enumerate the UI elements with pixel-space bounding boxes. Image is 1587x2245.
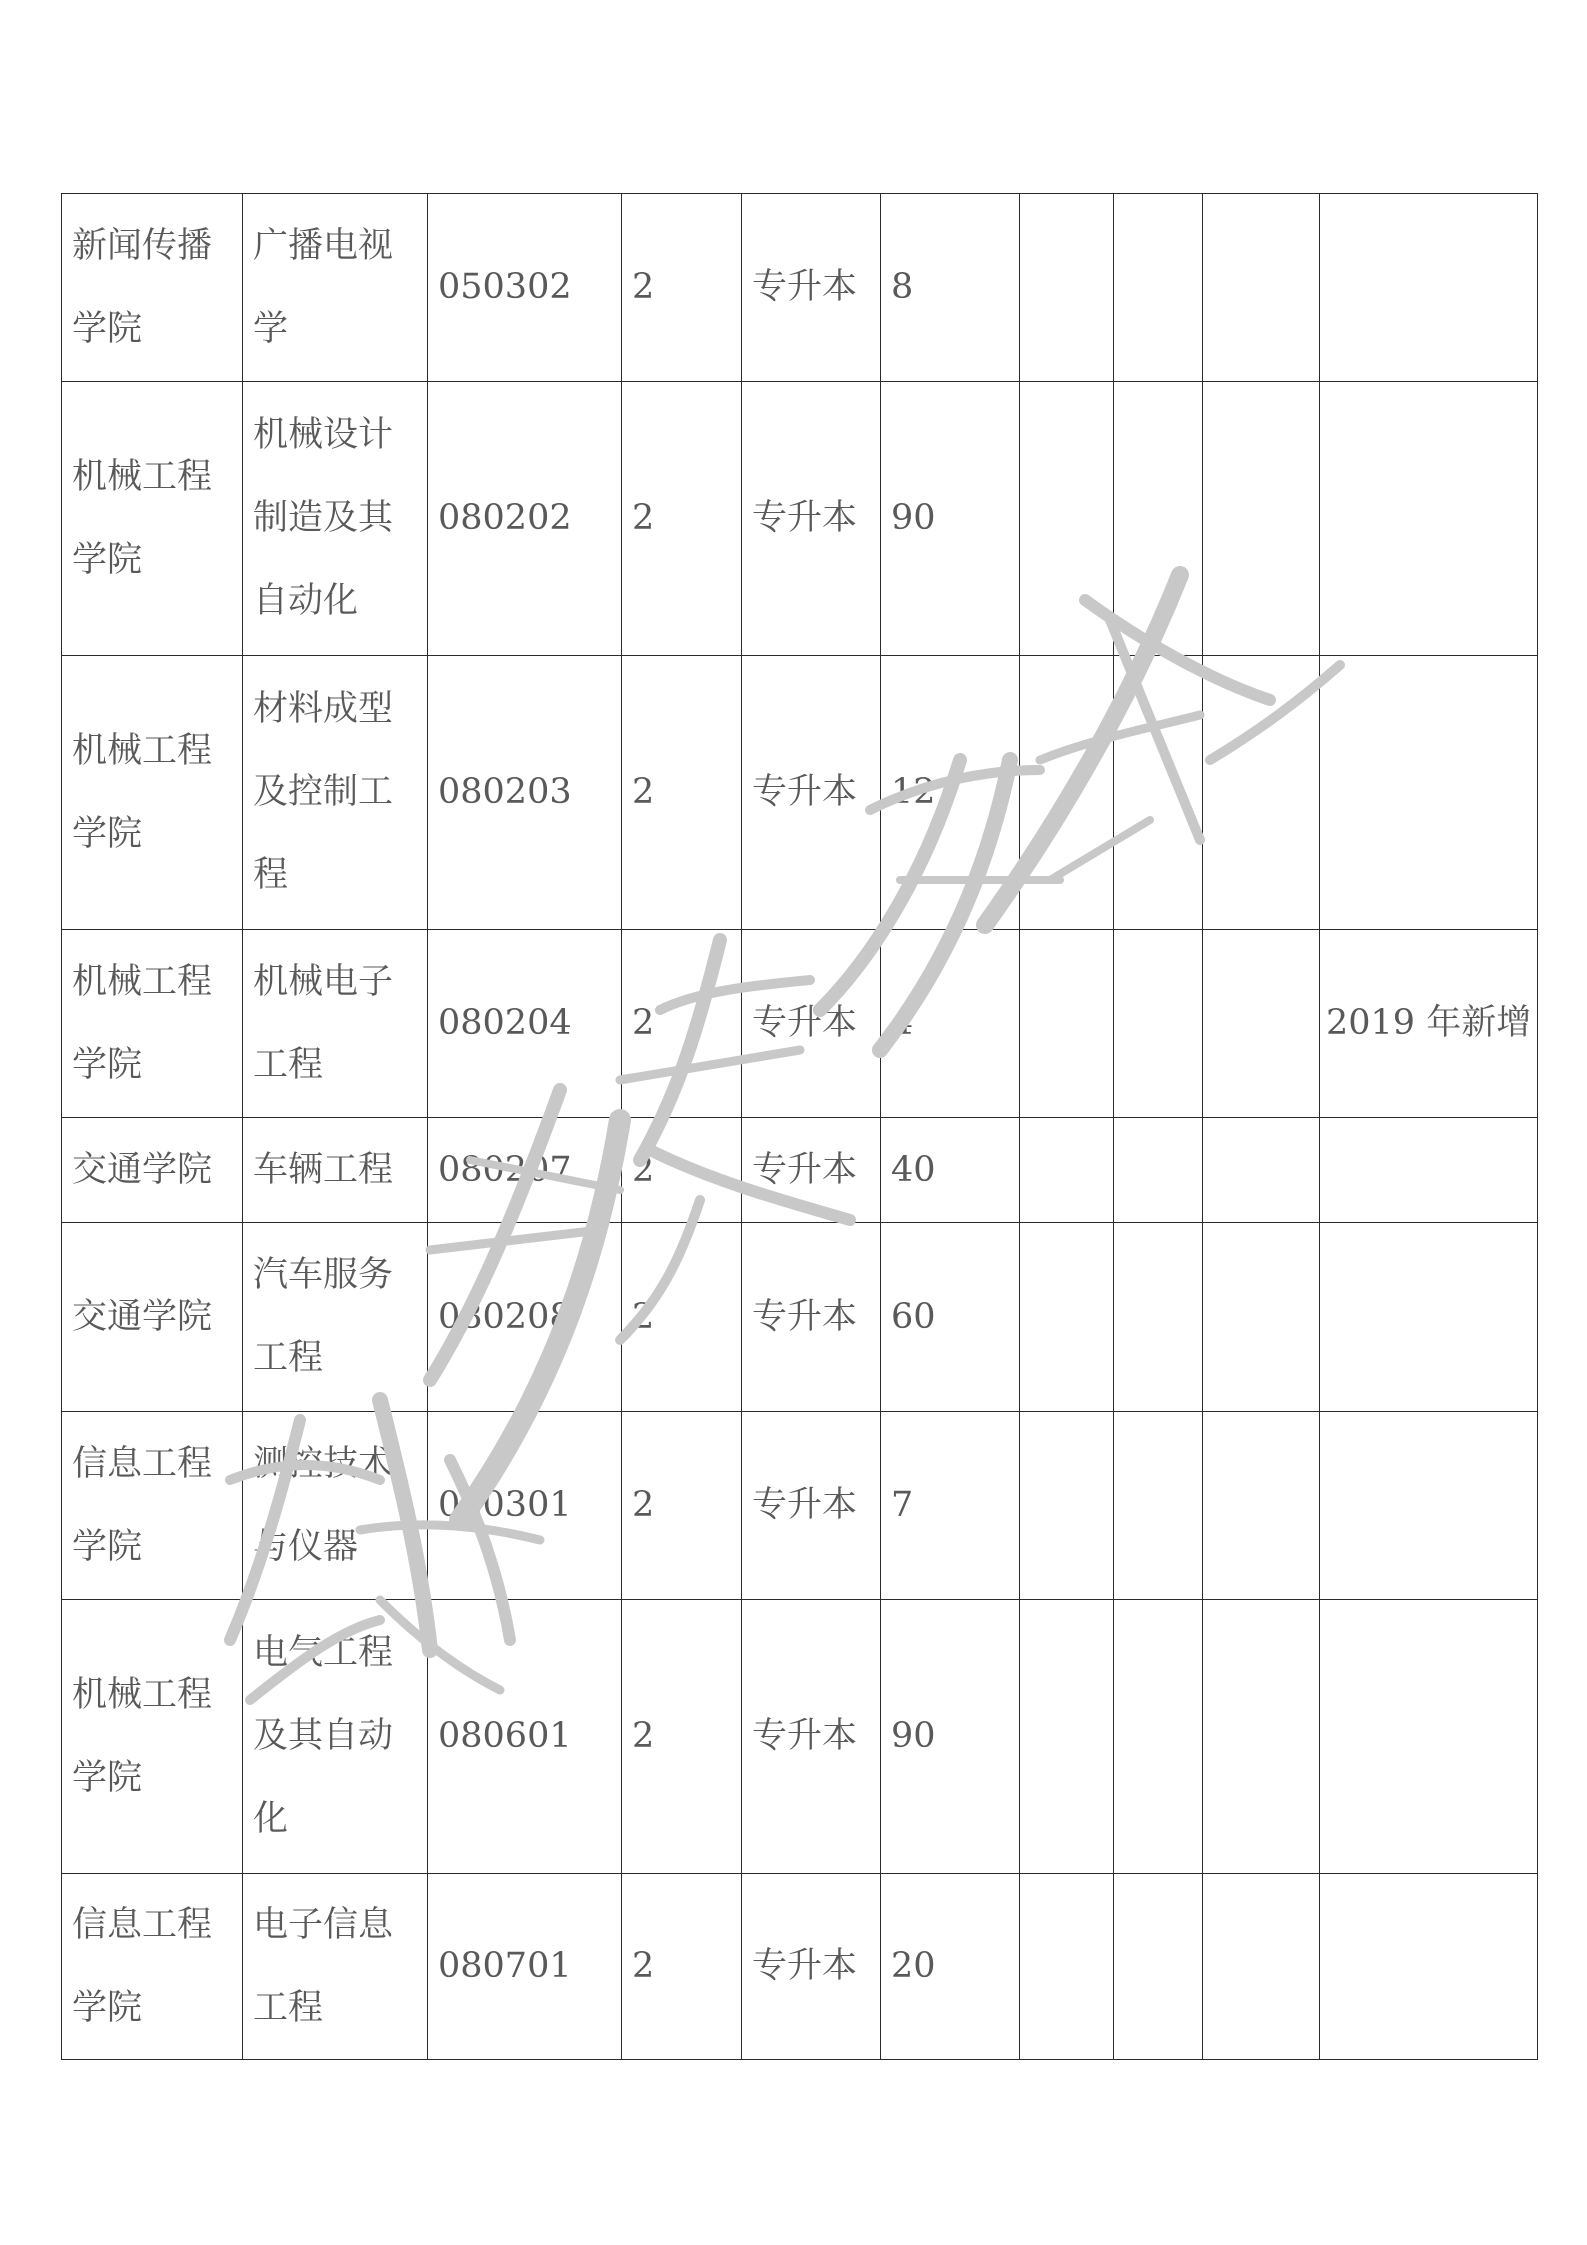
major-cell: 电子信息工程 — [243, 1874, 428, 2060]
code-cell: 080207 — [428, 1118, 622, 1223]
level-cell: 专升本 — [742, 1223, 881, 1412]
college-cell: 信息工程学院 — [62, 1412, 243, 1600]
note-cell — [1320, 1412, 1538, 1600]
years-cell: 2 — [622, 656, 742, 930]
table-row — [62, 1600, 1538, 1874]
empty-cell — [1114, 382, 1203, 656]
level-cell: 专升本 — [742, 1600, 881, 1874]
empty-cell — [1203, 1412, 1320, 1600]
table-row — [62, 1412, 1538, 1600]
note-cell — [1320, 194, 1538, 382]
empty-cell — [1114, 1412, 1203, 1600]
college-cell: 新闻传播学院 — [62, 194, 243, 382]
code-cell: 080601 — [428, 1600, 622, 1874]
empty-cell — [1020, 1223, 1114, 1412]
major-cell: 材料成型及控制工程 — [243, 656, 428, 930]
empty-cell — [1020, 930, 1114, 1118]
plan-cell: 90 — [881, 1600, 1020, 1874]
major-cell: 车辆工程 — [243, 1118, 428, 1223]
plan-cell: 20 — [881, 1874, 1020, 2060]
empty-cell — [1020, 656, 1114, 930]
plan-cell: 60 — [881, 1223, 1020, 1412]
college-cell: 机械工程学院 — [62, 930, 243, 1118]
college-cell: 交通学院 — [62, 1118, 243, 1223]
years-cell: 2 — [622, 194, 742, 382]
empty-cell — [1114, 194, 1203, 382]
empty-cell — [1114, 1118, 1203, 1223]
college-cell: 交通学院 — [62, 1223, 243, 1412]
table-body — [62, 194, 1538, 2060]
level-cell: 专升本 — [742, 1874, 881, 2060]
empty-cell — [1020, 1118, 1114, 1223]
note-cell — [1320, 1600, 1538, 1874]
level-cell: 专升本 — [742, 1118, 881, 1223]
major-cell: 电气工程及其自动化 — [243, 1600, 428, 1874]
table-row — [62, 1223, 1538, 1412]
code-cell: 050302 — [428, 194, 622, 382]
years-cell: 2 — [622, 1223, 742, 1412]
note-cell — [1320, 1223, 1538, 1412]
code-cell: 080701 — [428, 1874, 622, 2060]
note-cell — [1320, 382, 1538, 656]
empty-cell — [1203, 1874, 1320, 2060]
empty-cell — [1203, 930, 1320, 1118]
table-row — [62, 1118, 1538, 1223]
empty-cell — [1020, 1600, 1114, 1874]
years-cell: 2 — [622, 1118, 742, 1223]
empty-cell — [1203, 382, 1320, 656]
note-cell — [1320, 1118, 1538, 1223]
code-cell: 080202 — [428, 382, 622, 656]
plan-cell: 4 — [881, 930, 1020, 1118]
plan-cell: 90 — [881, 382, 1020, 656]
college-cell: 信息工程学院 — [62, 1874, 243, 2060]
major-cell: 机械设计制造及其自动化 — [243, 382, 428, 656]
plan-cell: 7 — [881, 1412, 1020, 1600]
level-cell: 专升本 — [742, 194, 881, 382]
major-cell: 测控技术与仪器 — [243, 1412, 428, 1600]
plan-cell: 40 — [881, 1118, 1020, 1223]
empty-cell — [1203, 1600, 1320, 1874]
empty-cell — [1114, 1223, 1203, 1412]
table-row — [62, 382, 1538, 656]
empty-cell — [1114, 930, 1203, 1118]
years-cell: 2 — [622, 930, 742, 1118]
empty-cell — [1203, 1223, 1320, 1412]
empty-cell — [1114, 1874, 1203, 2060]
years-cell: 2 — [622, 1600, 742, 1874]
plan-cell: 12 — [881, 656, 1020, 930]
code-cell: 080203 — [428, 656, 622, 930]
plan-cell: 8 — [881, 194, 1020, 382]
note-cell — [1320, 1874, 1538, 2060]
college-cell: 机械工程学院 — [62, 656, 243, 930]
college-cell: 机械工程学院 — [62, 1600, 243, 1874]
empty-cell — [1203, 194, 1320, 382]
table-row — [62, 1874, 1538, 2060]
note-cell: 2019 年新增 — [1320, 930, 1538, 1118]
level-cell: 专升本 — [742, 656, 881, 930]
empty-cell — [1020, 194, 1114, 382]
years-cell: 2 — [622, 1412, 742, 1600]
empty-cell — [1114, 656, 1203, 930]
major-cell: 机械电子工程 — [243, 930, 428, 1118]
empty-cell — [1114, 1600, 1203, 1874]
enrollment-plan-table — [61, 193, 1538, 2060]
level-cell: 专升本 — [742, 930, 881, 1118]
table-row — [62, 656, 1538, 930]
code-cell: 080301 — [428, 1412, 622, 1600]
empty-cell — [1020, 382, 1114, 656]
code-cell: 080204 — [428, 930, 622, 1118]
note-cell — [1320, 656, 1538, 930]
code-cell: 080208 — [428, 1223, 622, 1412]
major-cell: 广播电视学 — [243, 194, 428, 382]
level-cell: 专升本 — [742, 382, 881, 656]
table-row — [62, 930, 1538, 1118]
table-row — [62, 194, 1538, 382]
years-cell: 2 — [622, 382, 742, 656]
empty-cell — [1020, 1874, 1114, 2060]
level-cell: 专升本 — [742, 1412, 881, 1600]
empty-cell — [1020, 1412, 1114, 1600]
major-cell: 汽车服务工程 — [243, 1223, 428, 1412]
years-cell: 2 — [622, 1874, 742, 2060]
college-cell: 机械工程学院 — [62, 382, 243, 656]
empty-cell — [1203, 1118, 1320, 1223]
empty-cell — [1203, 656, 1320, 930]
